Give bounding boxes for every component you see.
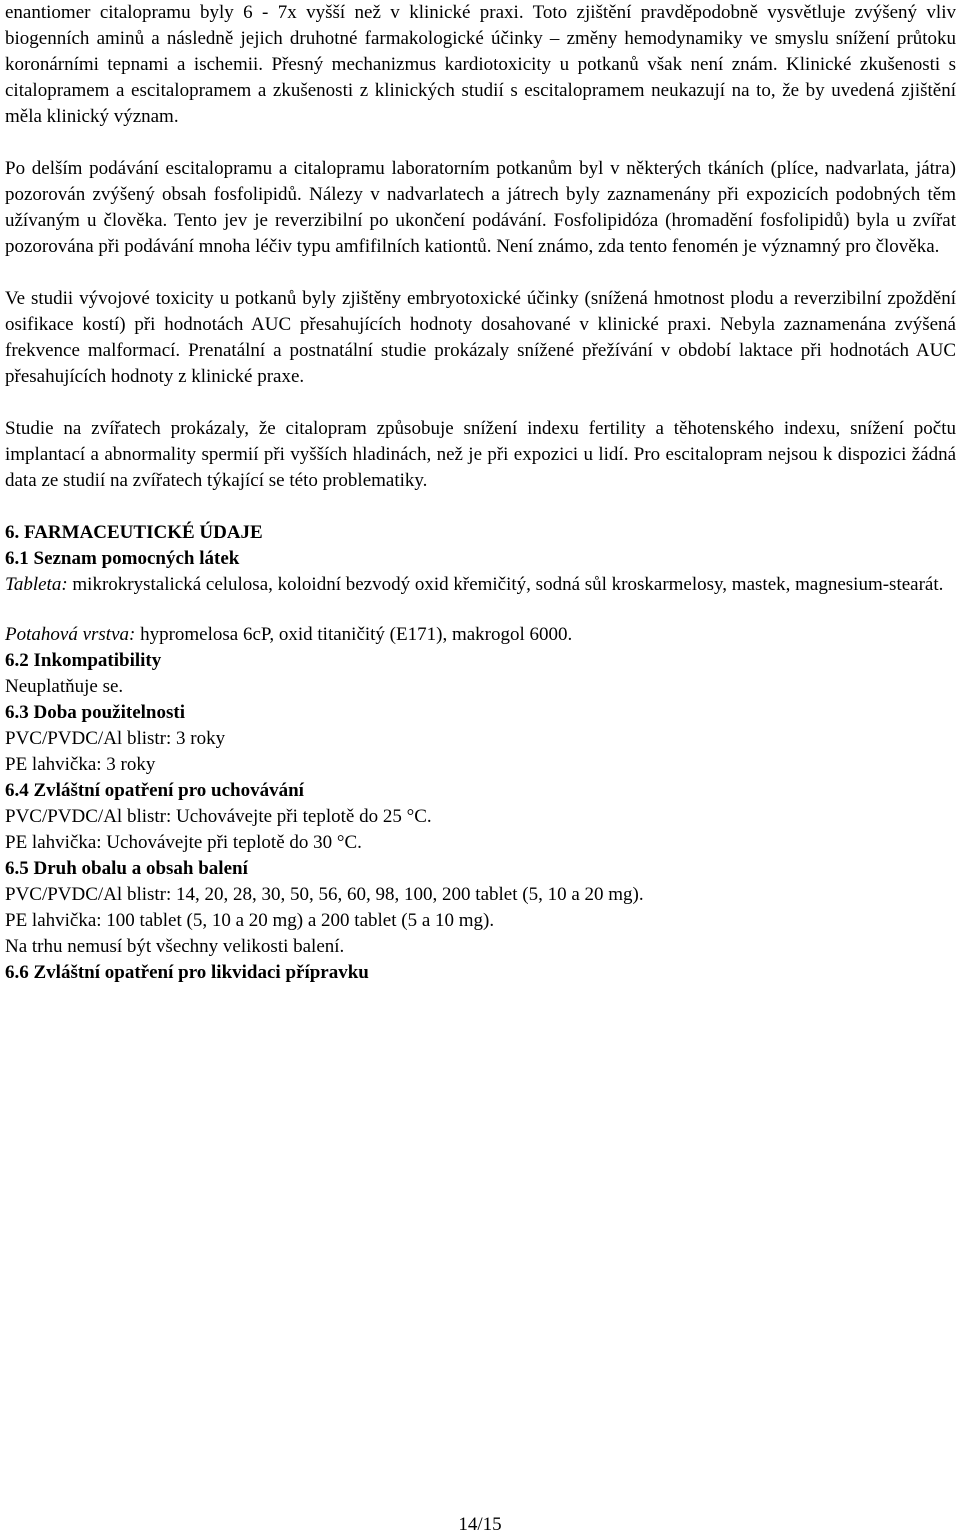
coating-label: Potahová vrstva: xyxy=(5,624,136,645)
storage-bottle: PE lahvička: Uchovávejte při teplotě do 30 °C. xyxy=(5,832,362,853)
paragraph-phospholipidosis: Po delším podávání escitalopramu a citalopramu laboratorním potkanům byl v některých tkáních (plíce, nadvarlata, játra) pozorován zvýšený obsah fosfolipidů. Nálezy v nadvarlatech a játrech byly zaznamenány při expozicích podobných těm užívaným u člověka. Tento jev je reverzibilní po ukončení podávání. Fosfolipidóza (hromadění fosfolipidů) byla u zvířat pozorována při podávání mnoha léčiv typu amfifilních kationtů. Není známo, zda tento fenomén je významný pro člověka. xyxy=(5,158,956,257)
section-6-4-heading: 6.4 Zvláštní opatření pro uchovávání xyxy=(5,780,304,801)
storage-blister: PVC/PVDC/Al blistr: Uchovávejte při teplotě do 25 °C. xyxy=(5,806,432,827)
pack-bottle: PE lahvička: 100 tablet (5, 10 a 20 mg) a 200 tablet (5 a 10 mg). xyxy=(5,910,495,931)
incompatibility-text: Neuplatňuje se. xyxy=(5,676,124,697)
shelf-life-bottle: PE lahvička: 3 roky xyxy=(5,754,156,775)
shelf-life-blister: PVC/PVDC/Al blistr: 3 roky xyxy=(5,728,226,749)
section-6-1-heading: 6.1 Seznam pomocných látek xyxy=(5,548,240,569)
section-6-2-heading: 6.2 Inkompatibility xyxy=(5,650,162,671)
document-page xyxy=(5,0,956,986)
paragraph-developmental-toxicity: Ve studii vývojové toxicity u potkanů byly zjištěny embryotoxické účinky (snížená hmotnost plodu a reverzibilní zpoždění osifikace kostí) při hodnotách AUC přesahujících hodnoty dosahované v klinické praxi. Nebyla zaznamenána zvýšená frekvence malformací. Prenatální a postnatální studie prokázaly snížené přežívání v období laktace při hodnotách AUC přesahujících hodnoty z klinické praxe. xyxy=(5,288,956,387)
excipients-coating xyxy=(5,622,956,648)
paragraph-fertility: Studie na zvířatech prokázaly, že citalopram způsobuje snížení indexu fertility a těhotenského indexu, snížení počtu implantací a abnormality spermií při vyšších hladinách, než je při expozici u lidí. Pro escitalopram nejsou k dispozici žádná data ze studií na zvířatech týkající se této problematiky. xyxy=(5,418,956,491)
coating-excipients-text: hypromelosa 6cP, oxid titaničitý (E171), makrogol 6000. xyxy=(135,624,573,645)
section-6-heading: 6. FARMACEUTICKÉ ÚDAJE xyxy=(5,522,263,543)
pack-availability-note: Na trhu nemusí být všechny velikosti balení. xyxy=(5,936,345,957)
section-6-5-heading: 6.5 Druh obalu a obsah balení xyxy=(5,858,248,879)
section-6-3-heading: 6.3 Doba použitelnosti xyxy=(5,702,185,723)
paragraph-cardiotoxicity: enantiomer citalopramu byly 6 - 7x vyšší než v klinické praxi. Toto zjištění pravděpodobně vysvětluje zvýšený vliv biogenních aminů a následně jejich druhotné farmakologické účinky – změny hemodynamiky ve smyslu snížení průtoku koronárními tepnami a ischemii. Přesný mechanizmus kardiotoxicity u potkanů však není znám. Klinické zkušenosti s citalopramem a escitalopramem a zkušenosti z klinických studií s escitalopramem neukazují na to, že by uvedená zjištění měla klinický význam. xyxy=(5,2,956,127)
section-6-6-heading: 6.6 Zvláštní opatření pro likvidaci přípravku xyxy=(5,962,369,983)
tablet-label: Tableta: xyxy=(5,574,68,595)
tablet-excipients-text: mikrokrystalická celulosa, koloidní bezvodý oxid křemičitý, sodná sůl kroskarmelosy, mastek, magnesium-stearát. xyxy=(67,574,944,595)
page-number: 14/15 xyxy=(458,1514,502,1535)
pack-blister: PVC/PVDC/Al blistr: 14, 20, 28, 30, 50, 56, 60, 98, 100, 200 tablet (5, 10 a 20 mg). xyxy=(5,884,644,905)
excipients-tablet xyxy=(5,572,956,598)
